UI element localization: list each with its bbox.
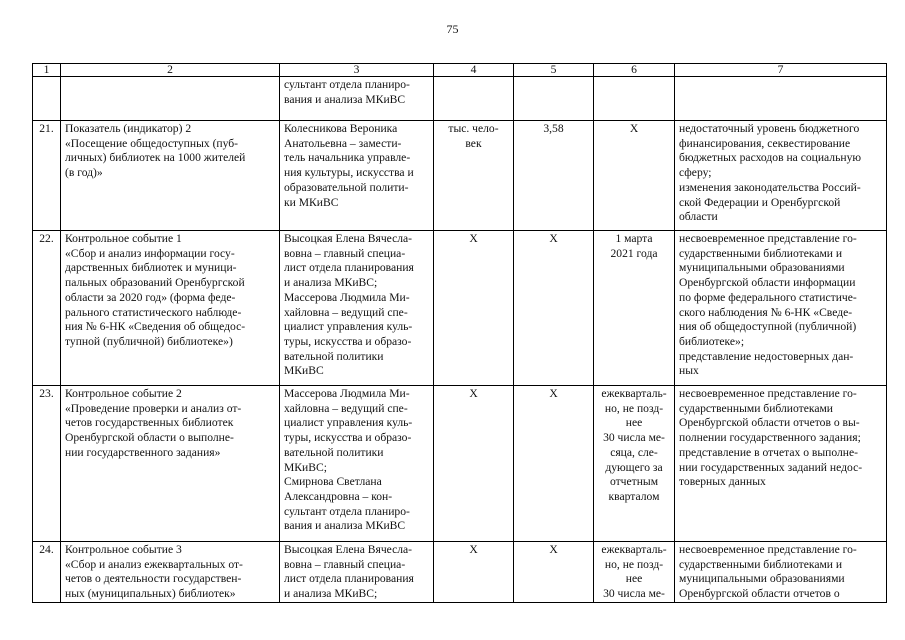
row-number: 22. <box>33 231 61 386</box>
unit: X <box>434 542 514 603</box>
deadline: 1 марта 2021 года <box>594 231 675 386</box>
value: 3,58 <box>514 121 594 231</box>
event-name: Контрольное событие 3 «Сбор и анализ ежеквартальных от- четов о деятельности государствен- ных (муниципальных) библиотек» <box>61 542 280 603</box>
deadline <box>594 77 675 121</box>
plan-table <box>32 63 887 603</box>
table-row <box>33 542 887 603</box>
row-number <box>33 77 61 121</box>
page-number: 75 <box>446 22 459 36</box>
table-row <box>33 386 887 542</box>
deadline: ежекварталь- но, не позд- нее 30 числа ме- <box>594 542 675 603</box>
row-number: 21. <box>33 121 61 231</box>
header-cell: 4 <box>434 64 514 77</box>
event-name: Контрольное событие 2 «Проведение проверки и анализ от- четов государственных библиотек Оренбургской области о выполне- нии государственного задания» <box>61 386 280 542</box>
risks: несвоевременное представление го- сударственными библиотеками Оренбургской области отчетов о вы- полнении государственного задания; представление в отчетах о выполне- нии государственных заданий недос- товерных данных <box>675 386 887 542</box>
responsible-person: Колесникова Вероника Анатольевна – замести- тель начальника управле- ния культуры, искусства и образовательной полити- ки МКиВС <box>280 121 434 231</box>
unit: X <box>434 231 514 386</box>
event-name <box>61 77 280 121</box>
unit: X <box>434 386 514 542</box>
unit: тыс. чело- век <box>434 121 514 231</box>
value: X <box>514 231 594 386</box>
responsible-person: сультант отдела планиро- вания и анализа МКиВС <box>280 77 434 121</box>
continuation-row <box>33 77 887 121</box>
deadline: ежекварталь- но, не позд- нее 30 числа ме- сяца, сле- дующего за отчетным кварталом <box>594 386 675 542</box>
event-name: Контрольное событие 1 «Сбор и анализ информации госу- дарственных библиотек и муници- пальных образований Оренбургской области за 2020 год» (форма феде- рального статистического наблюде- ния № 6-НК «Сведения об общедос- тупной (публичной) библиотеке») <box>61 231 280 386</box>
header-row <box>33 64 887 77</box>
risks <box>675 77 887 121</box>
value: X <box>514 386 594 542</box>
header-cell: 3 <box>280 64 434 77</box>
row-number: 24. <box>33 542 61 603</box>
row-number: 23. <box>33 386 61 542</box>
event-name: Показатель (индикатор) 2 «Посещение общедоступных (пуб- личных) библиотек на 1000 жителей (в год)» <box>61 121 280 231</box>
header-cell: 6 <box>594 64 675 77</box>
value: X <box>514 542 594 603</box>
responsible-person: Высоцкая Елена Вячесла- вовна – главный специа- лист отдела планирования и анализа МКиВС; Массерова Людмила Ми- хайловна – ведущий спе- циалист управления куль- туры, искусства и образо- вательной политики МКиВС <box>280 231 434 386</box>
header-cell: 7 <box>675 64 887 77</box>
risks: несвоевременное представление го- сударственными библиотеками и муниципальными образованиями Оренбургской области информации по форме федерального статистиче- ского наблюдения № 6-НК «Сведе- ния об общедоступной (публичной) библиотеке»; представление недостоверных дан- ных <box>675 231 887 386</box>
header-cell: 5 <box>514 64 594 77</box>
risks: недостаточный уровень бюджетного финансирования, секвестирование бюджетных расходов на социальную сферу; изменения законодательства Россий- ской Федерации и Оренбургской области <box>675 121 887 231</box>
table-row <box>33 121 887 231</box>
header-cell: 1 <box>33 64 61 77</box>
table-row <box>33 231 887 386</box>
deadline: X <box>594 121 675 231</box>
responsible-person: Массерова Людмила Ми- хайловна – ведущий спе- циалист управления куль- туры, искусства и образо- вательной политики МКиВС; Смирнова Светлана Александровна – кон- сультант отдела планиро- вания и анализа МКиВС <box>280 386 434 542</box>
value <box>514 77 594 121</box>
header-cell: 2 <box>61 64 280 77</box>
risks: несвоевременное представление го- сударственными библиотеками и муниципальными образованиями Оренбургской области отчетов о <box>675 542 887 603</box>
unit <box>434 77 514 121</box>
responsible-person: Высоцкая Елена Вячесла- вовна – главный специа- лист отдела планирования и анализа МКиВС; <box>280 542 434 603</box>
